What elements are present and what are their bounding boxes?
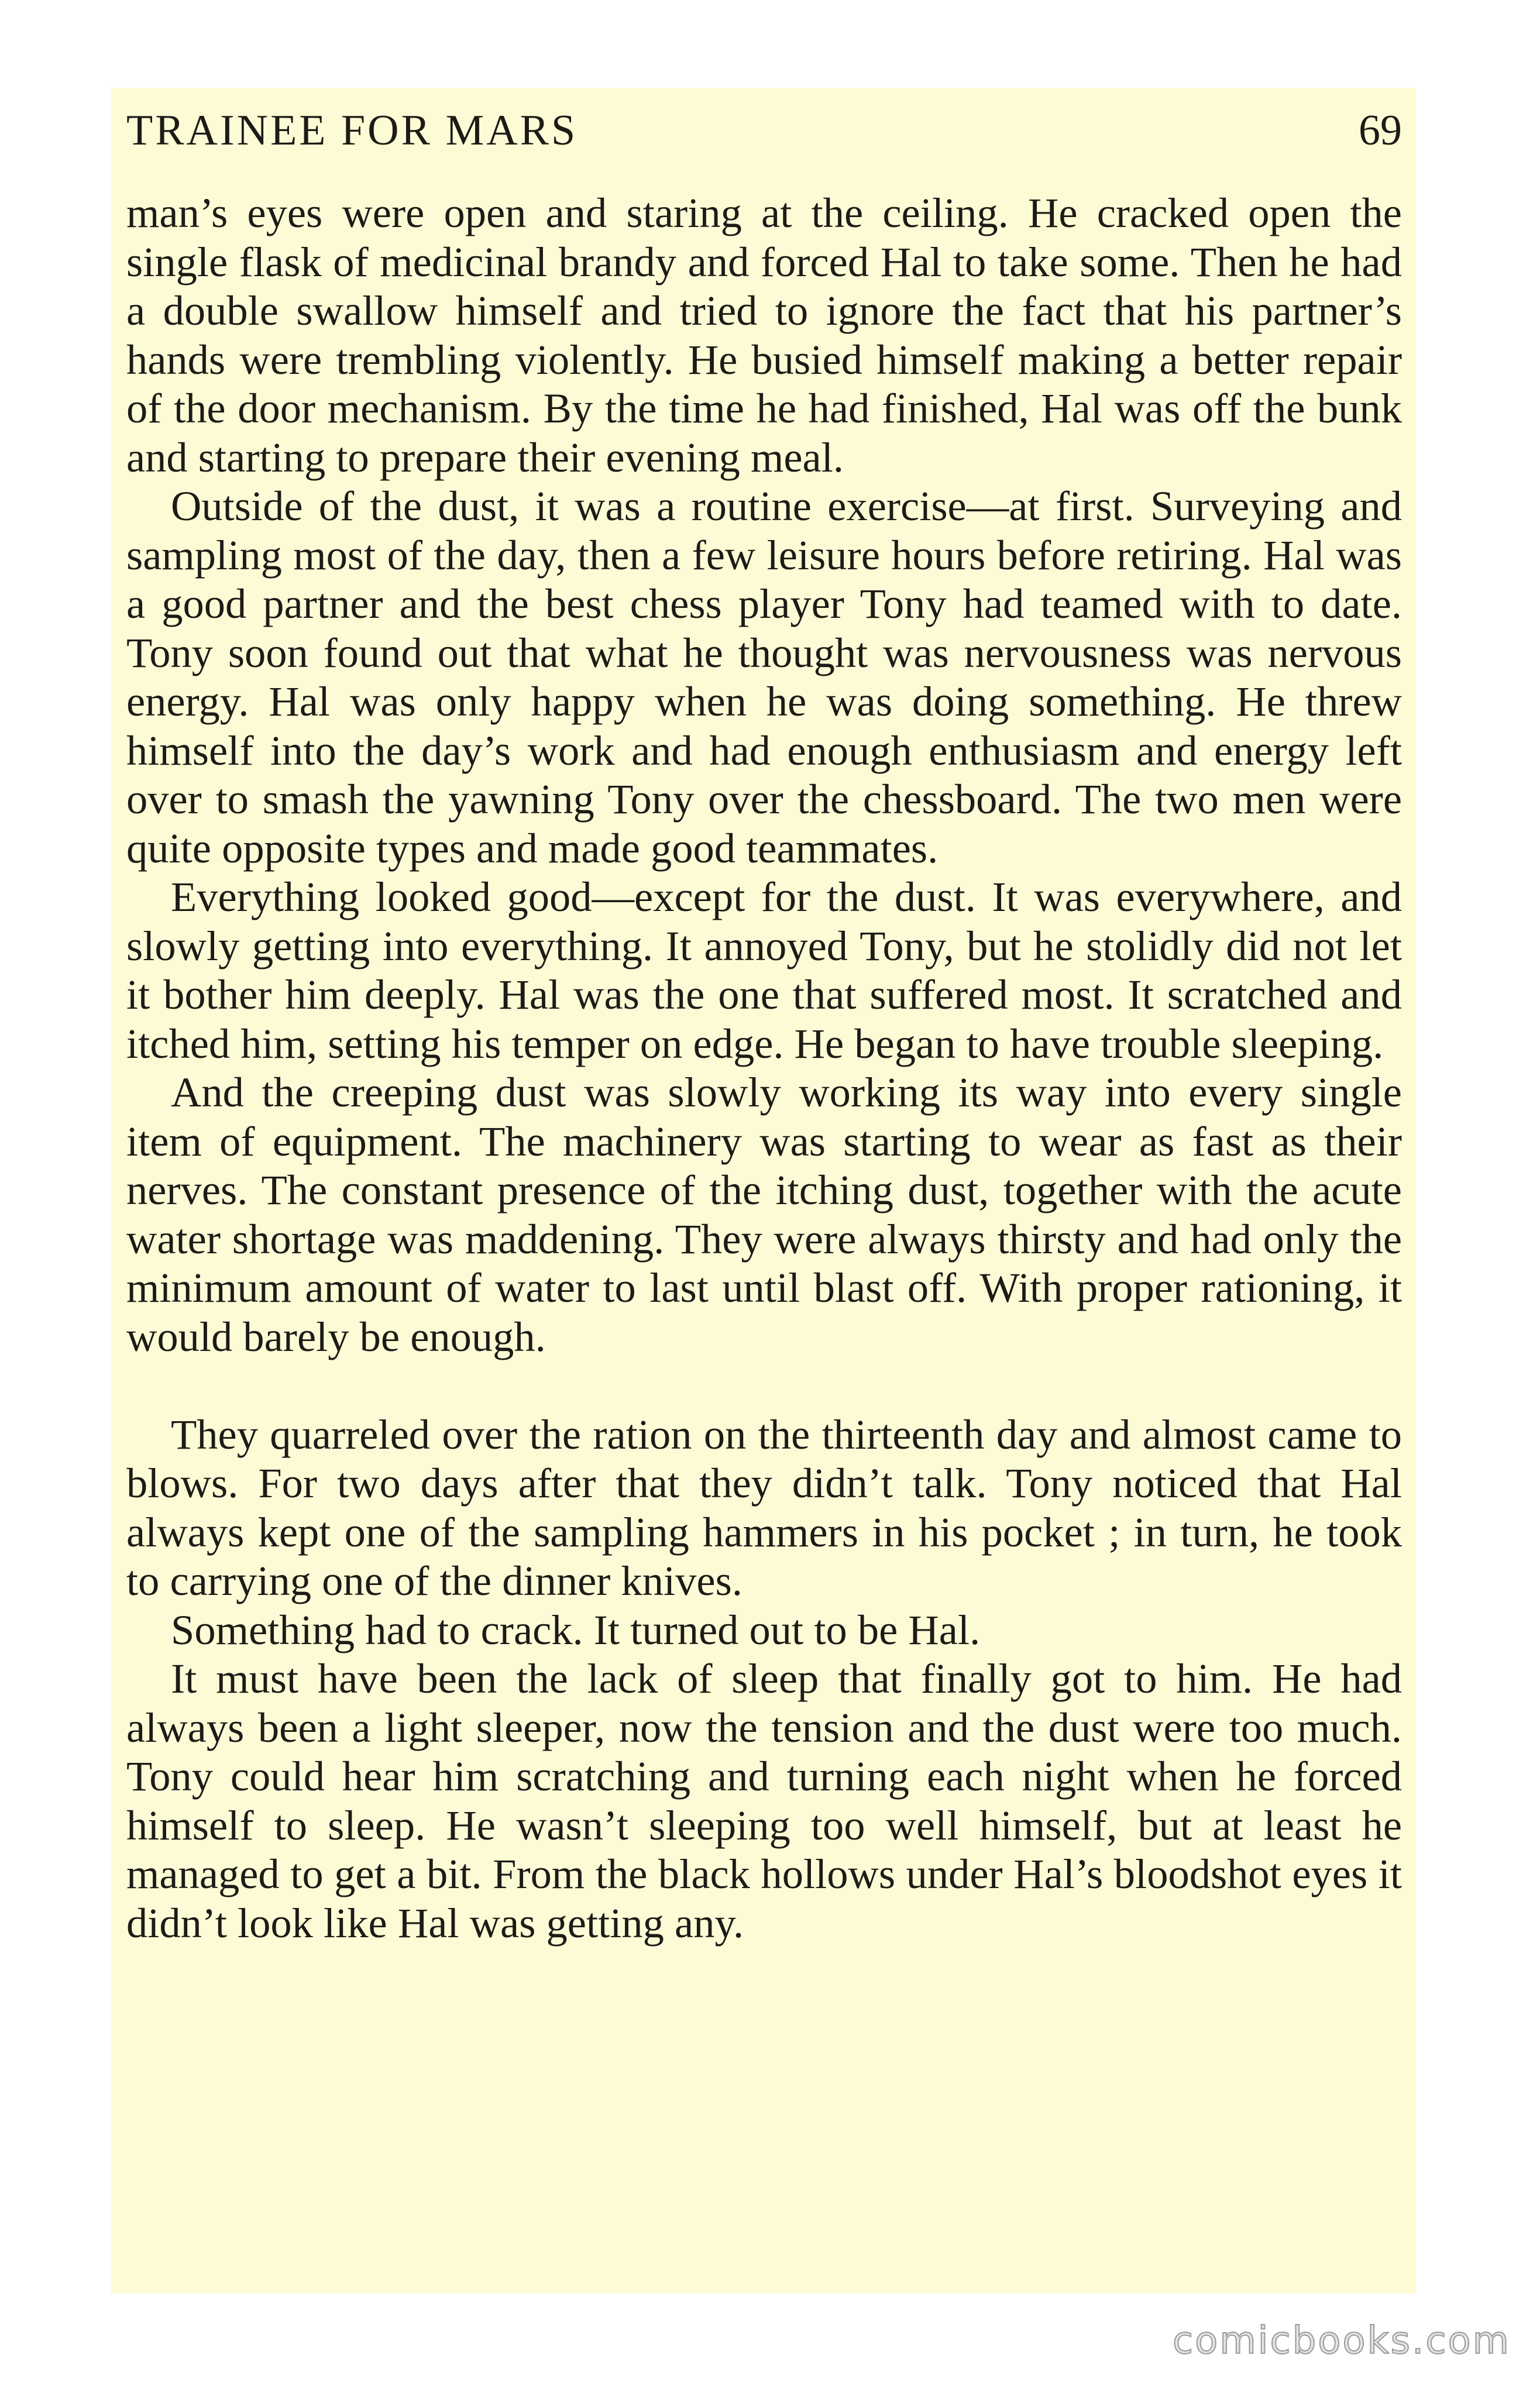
body-text	[126, 188, 1402, 1947]
paragraph: man’s eyes were open and staring at the ceiling. He cracked open the single flask of medicinal brandy and forced Hal to take some. Then he had a double swallow himself and tried to ignore the fact that his partner’s hands were trembling violently. He busied himself making a better repair of the door mechanism. By the time he had finished, Hal was off the bunk and starting to prepare their evening meal.	[126, 189, 1402, 481]
paragraph: Outside of the dust, it was a routine exercise—at first. Surveying and sampling most of the day, then a few leisure hours before retiring. Hal was a good partner and the best chess player Tony had teamed with to date. Tony soon found out that what he thought was nervousness was nervous energy. Hal was only happy when he was doing something. He threw himself into the day’s work and had enough enthusiasm and energy left over to smash the yawning Tony over the chessboard. The two men were quite opposite types and made good teammates.	[126, 482, 1402, 872]
running-title: TRAINEE FOR MARS	[126, 106, 578, 154]
paragraph: It must have been the lack of sleep that finally got to him. He had always been a light sleeper, now the tension and the dust were too much. Tony could hear him scratching and turning each night when he forced himself to sleep. He wasn’t sleeping too well himself, but at least he managed to get a bit. From the black hollows under Hal’s bloodshot eyes it didn’t look like Hal was getting any.	[126, 1655, 1402, 1947]
page-number: 69	[1359, 106, 1402, 154]
page-header	[126, 98, 1402, 163]
paragraph: They quarreled over the ration on the thirteenth day and almost came to blows. For two days after that they didn’t talk. Tony noticed that Hal always kept one of the sampling hammers in his pocket ; in turn, he took to carrying one of the dinner knives.	[126, 1410, 1402, 1604]
paragraph: And the creeping dust was slowly working its way into every single item of equipment. The machinery was starting to wear as fast as their nerves. The constant presence of the itching dust, together with the acute water shortage was maddening. They were always thirsty and had only the minimum amount of water to last until blast off. With proper rationing, it would barely be enough.	[126, 1068, 1402, 1360]
paragraph: Something had to crack. It turned out to be Hal.	[171, 1605, 981, 1653]
paragraph: Everything looked good—except for the dust. It was everywhere, and slowly getting into everything. It annoyed Tony, but he stolidly did not let it bother him deeply. Hal was the one that suffered most. It scratched and itched him, setting his temper on edge. He began to have trouble sleeping.	[126, 873, 1402, 1067]
watermark-logo: comicbooks.com	[1172, 2319, 1511, 2363]
